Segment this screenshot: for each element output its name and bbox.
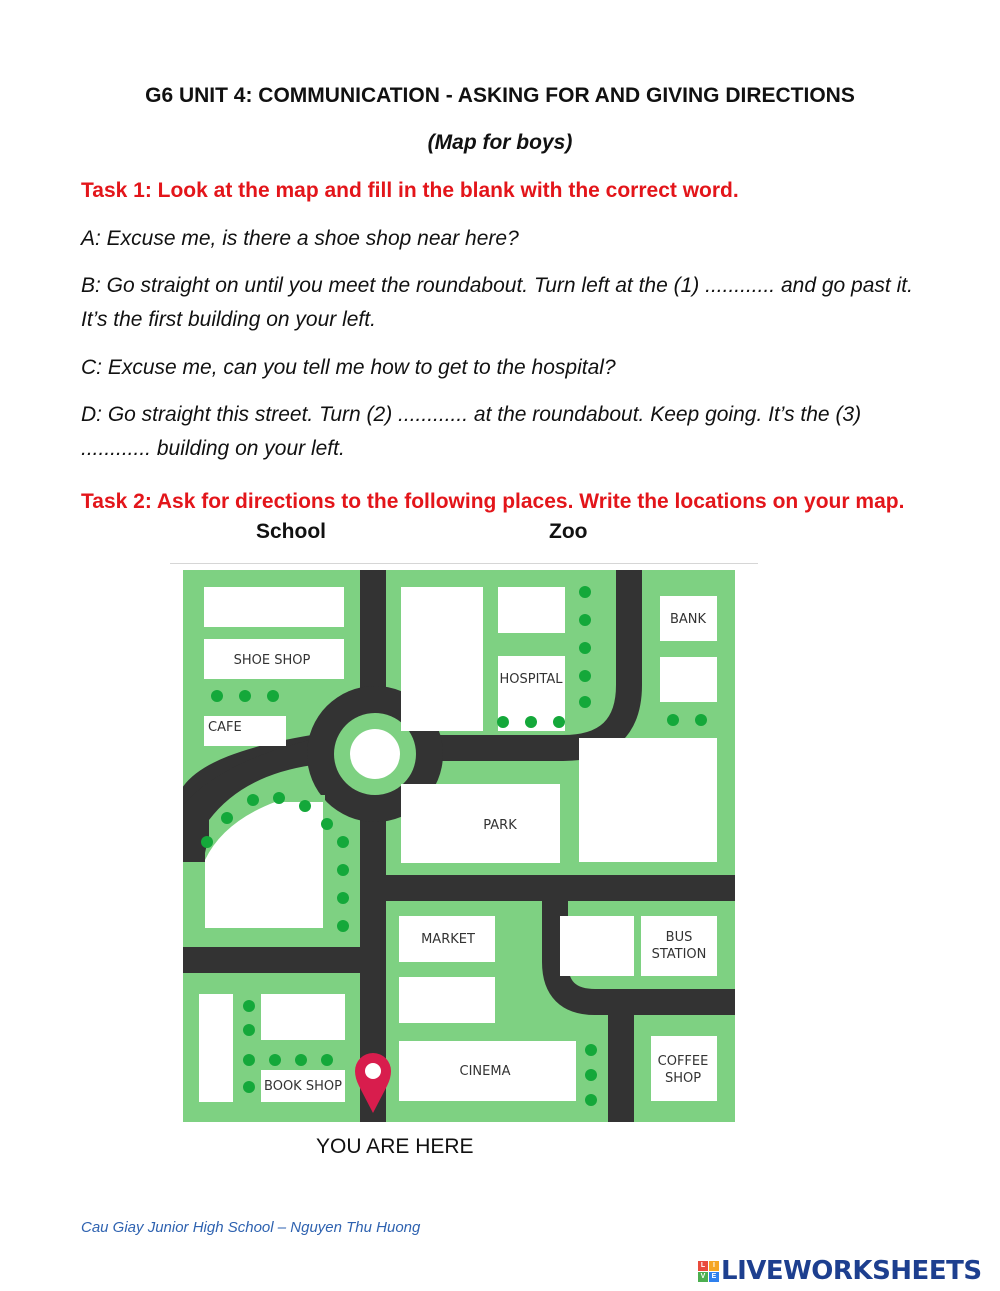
building-blank-nw — [204, 587, 344, 627]
label-coffee-shop: SHOP — [664, 1071, 702, 1086]
place-school: School — [256, 520, 327, 543]
dialogue-line-b: B: Go straight on until you meet the roundabout. Turn left at the (1) ............ and go past it. It’s the first building on your left. — [81, 274, 913, 331]
label-park: PARK — [483, 818, 517, 833]
building-bus-station — [641, 916, 717, 976]
roundabout-center — [350, 729, 400, 779]
label-bus: BUS — [665, 930, 693, 945]
dialogue-line-d: D: Go straight this street. Turn (2) ............ at the roundabout. Keep going. It’s the (3) ............ building on your left. — [81, 403, 862, 460]
label-market: MARKET — [421, 932, 475, 947]
building-blank-s — [399, 977, 495, 1023]
label-hospital: HOSPITAL — [499, 672, 563, 687]
building-blank-n — [401, 587, 483, 731]
dialogue-line-c: C: Excuse me, can you tell me how to get to the hospital? — [81, 356, 616, 379]
town-map — [183, 570, 735, 1122]
logo-blocks-icon: L I V E — [698, 1261, 719, 1282]
label-book-shop: BOOK SHOP — [264, 1079, 342, 1094]
divider — [170, 563, 758, 564]
place-zoo: Zoo — [549, 520, 588, 543]
building-blank-sw — [199, 994, 233, 1102]
label-shoe-shop: SHOE SHOP — [233, 653, 311, 668]
label-cafe: CAFE — [208, 720, 242, 735]
building-blank-n2 — [498, 587, 565, 633]
building-park — [401, 784, 560, 863]
liveworksheets-logo — [698, 1254, 982, 1288]
label-station: STATION — [651, 947, 707, 962]
building-blank-ne — [660, 657, 717, 702]
label-cinema: CINEMA — [459, 1064, 511, 1079]
task2-heading: Task 2: Ask for directions to the following places. Write the locations on your map. — [81, 490, 905, 513]
task1-heading: Task 1: Look at the map and fill in the blank with the correct word. — [81, 179, 739, 202]
building-blank-e — [579, 738, 717, 862]
building-blank-sw2 — [261, 994, 345, 1040]
you-are-here-label: YOU ARE HERE — [316, 1135, 474, 1158]
worksheet-title: G6 UNIT 4: COMMUNICATION - ASKING FOR AND GIVING DIRECTIONS — [145, 84, 855, 107]
logo-text: LIVEWORKSHEETS — [721, 1256, 982, 1286]
label-bank: BANK — [669, 612, 707, 627]
footer-credit: Cau Giay Junior High School – Nguyen Thu Huong — [81, 1219, 421, 1236]
label-coffee: COFFEE — [657, 1054, 709, 1069]
worksheet-subtitle: (Map for boys) — [427, 131, 573, 154]
dialogue-line-a: A: Excuse me, is there a shoe shop near here? — [81, 227, 519, 250]
building-blank-s2 — [560, 916, 634, 976]
